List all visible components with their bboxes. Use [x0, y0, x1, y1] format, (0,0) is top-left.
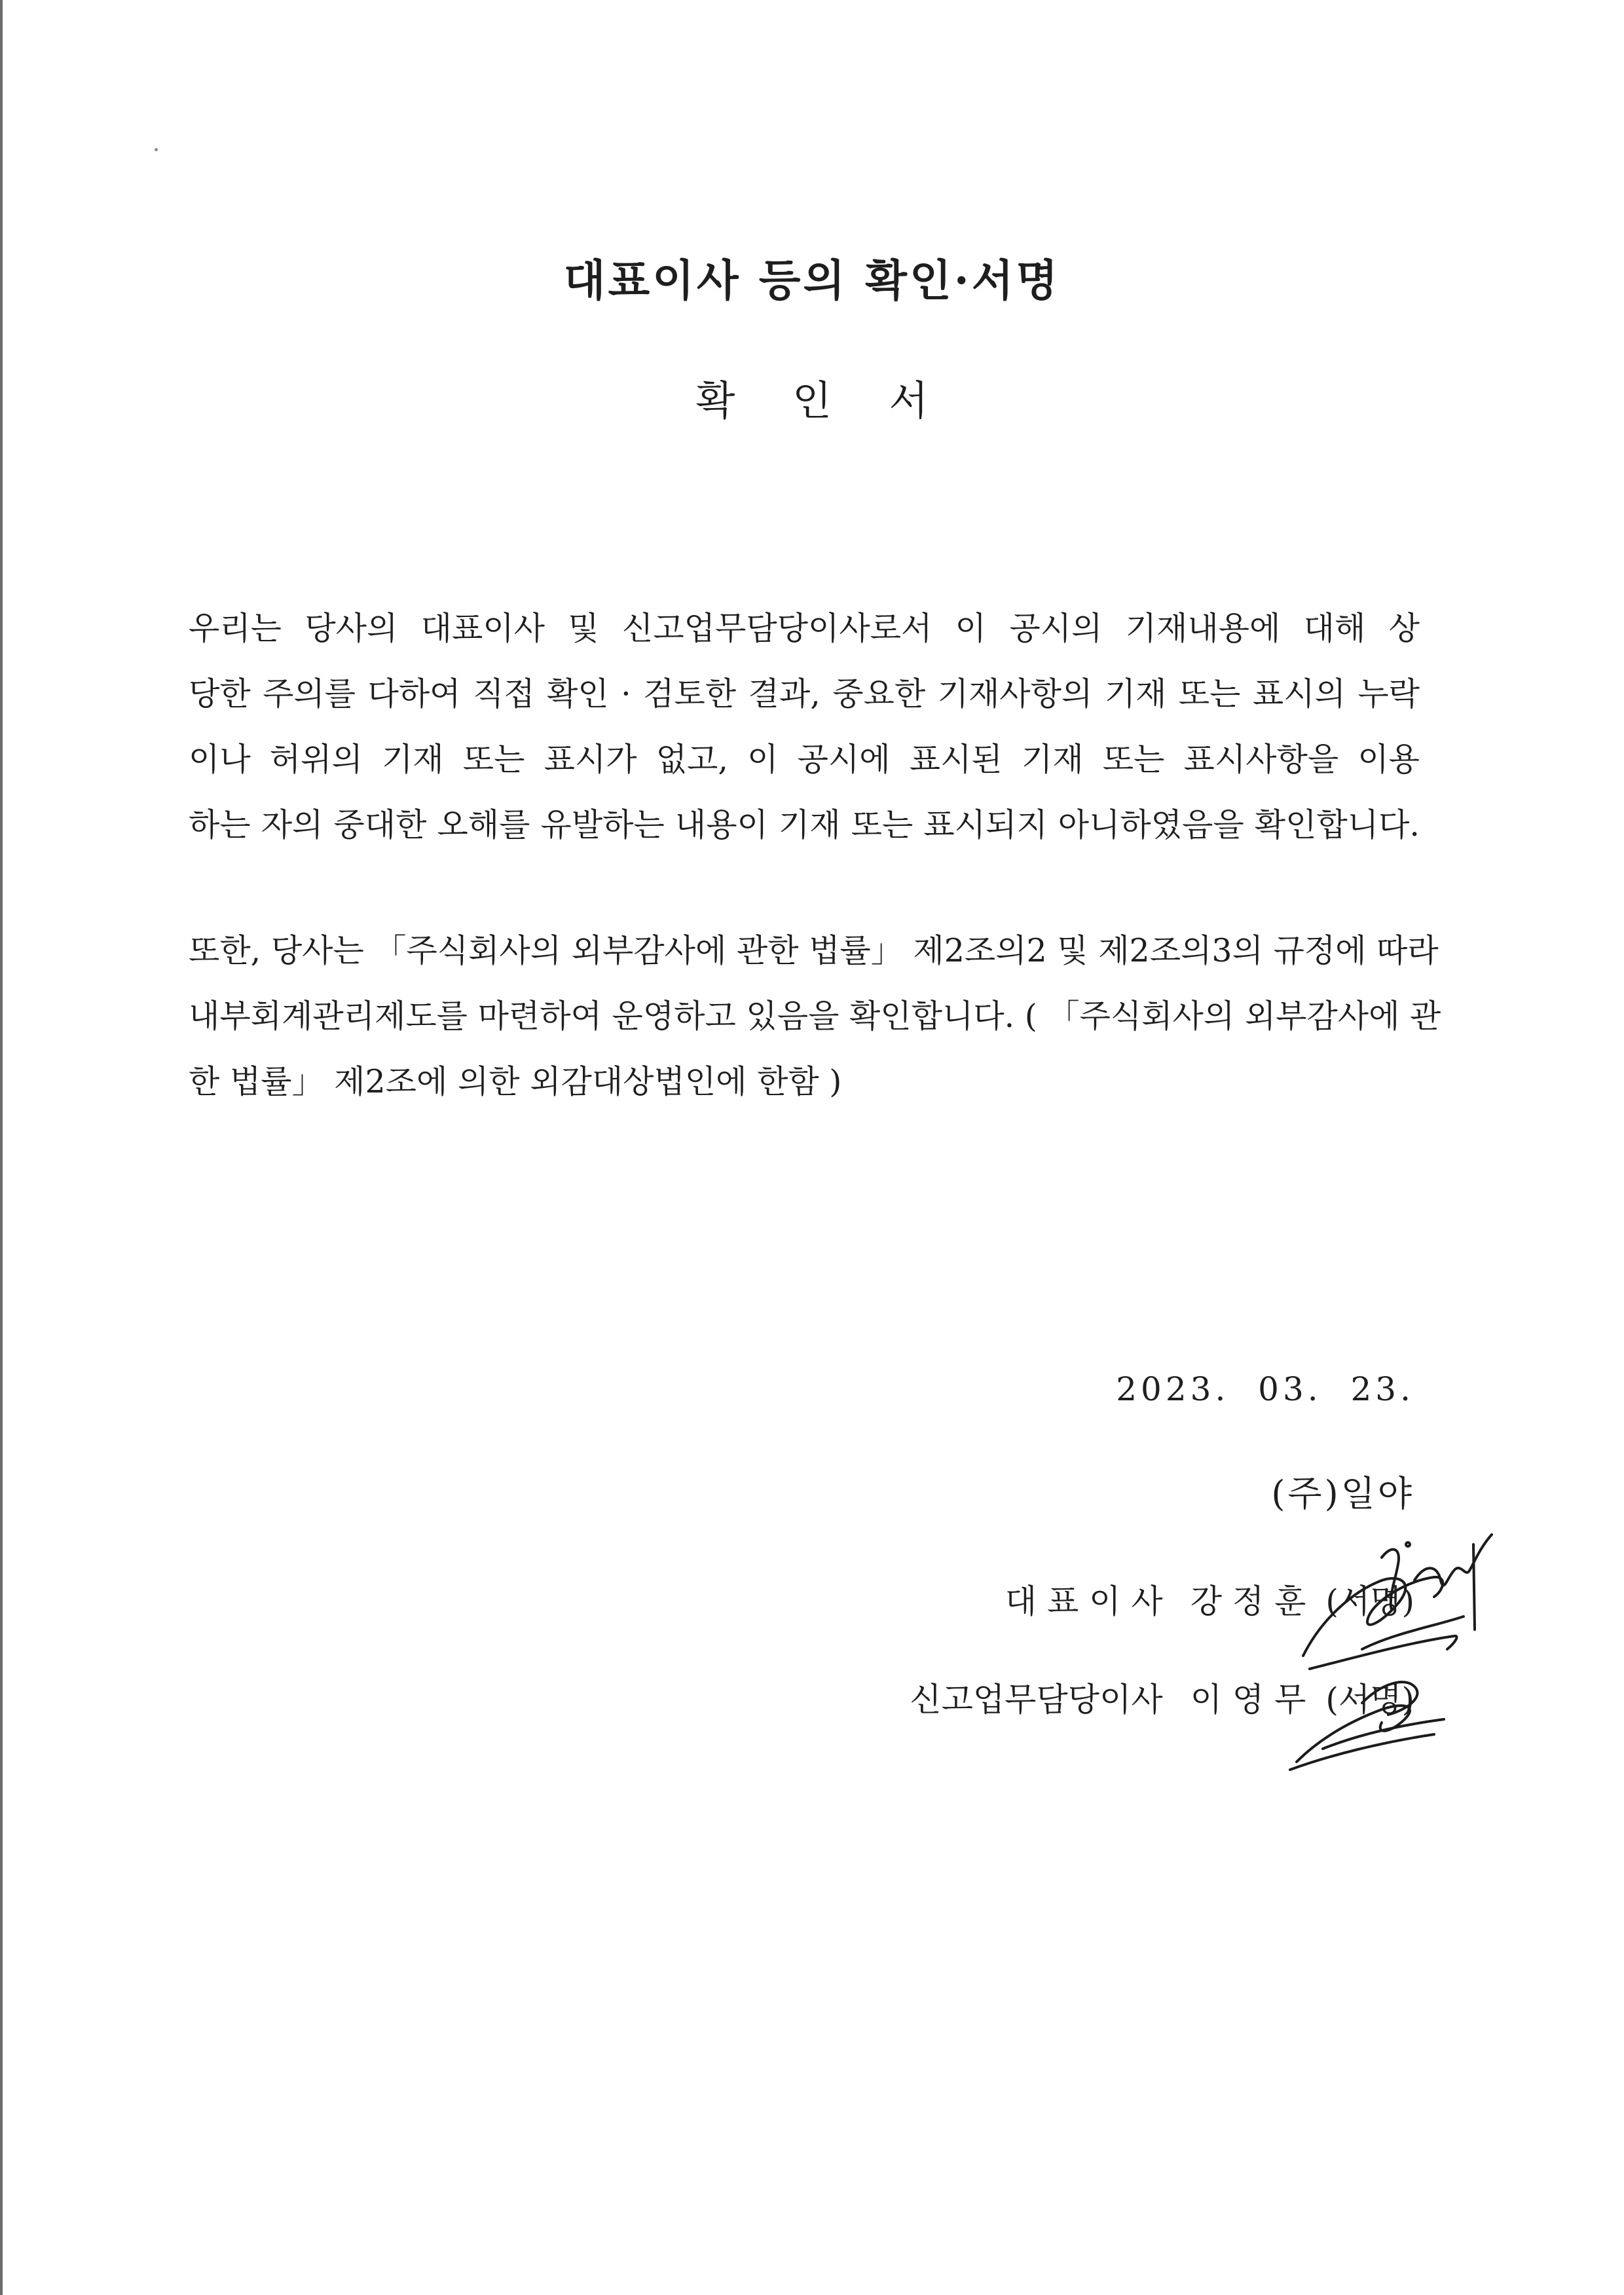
signer-row-disclosure-officer — [910, 1670, 1414, 1729]
signer-name: 강 정 훈 — [1190, 1582, 1306, 1620]
company-name: (주)일야 — [1271, 1473, 1414, 1514]
page-edge — [0, 0, 3, 2295]
confirmation-paragraph — [189, 596, 1420, 858]
document-date: 2023. 03. 23. — [1116, 1370, 1414, 1408]
paragraph-line: 한 법률」 제2조에 의한 외감대상법인에 한함 ) — [189, 1063, 842, 1100]
signer-title: 신고업무담당이사 — [910, 1681, 1163, 1719]
scan-speck — [155, 148, 158, 151]
signer-title: 대 표 이 사 — [1005, 1582, 1163, 1620]
paragraph-line: 이나 허위의 기재 또는 표시가 없고, 이 공시에 표시된 기재 또는 표시사항을 이용 — [189, 741, 1420, 778]
paragraph-line: 당한 주의를 다하여 직접 확인 · 검토한 결과, 중요한 기재사항의 기재 또는 표시의 누락 — [189, 675, 1420, 713]
document-title: 대표이사 등의 확인·서명 — [563, 255, 1061, 306]
paragraph-line: 우리는 당사의 대표이사 및 신고업무담당이사로서 이 공시의 기재내용에 대해 상 — [189, 610, 1420, 647]
signature-label: (서명) — [1325, 1681, 1414, 1719]
paragraph-line: 또한, 당사는 「주식회사의 외부감사에 관한 법률」 제2조의2 및 제2조의3의 규정에 따라 — [189, 932, 1439, 969]
paragraph-line: 하는 자의 중대한 오해를 유발하는 내용이 기재 또는 표시되지 아니하였음을 확인합니다. — [189, 806, 1420, 844]
document-subtitle: 확 인 서 — [695, 377, 951, 424]
internal-control-paragraph — [189, 918, 1441, 1115]
signer-name: 이 영 무 — [1190, 1681, 1306, 1719]
paragraph-line: 내부회계관리제도를 마련하여 운영하고 있음을 확인합니다. ( 「주식회사의 외부감사에 관 — [189, 998, 1441, 1035]
signature-label: (서명) — [1325, 1582, 1414, 1620]
signer-row-ceo — [1005, 1572, 1414, 1631]
